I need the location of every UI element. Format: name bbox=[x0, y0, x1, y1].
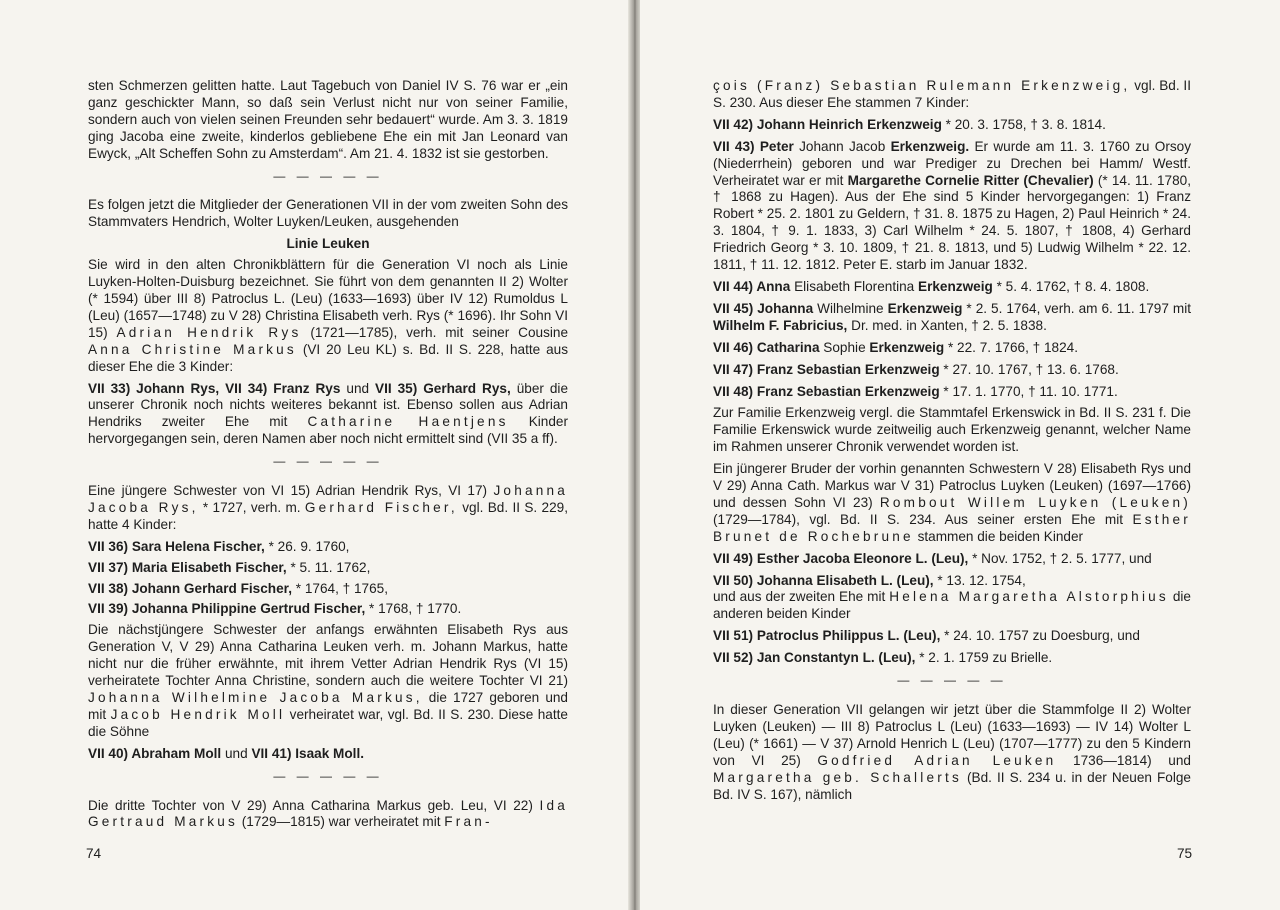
right-text-column bbox=[713, 78, 1191, 808]
genealogy-entry: VII 52) Jan Constantyn L. (Leu), * 2. 1. 1759 zu Brielle. bbox=[713, 650, 1053, 666]
paragraph: Ein jüngerer Bruder der vorhin genannten Schwestern V 28) Elisabeth Rys und V 29) Anna Cath. Markus war V 31) Patroclus Luyken (Leuken) (1697—1766) und dessen Sohn VI 23) Rombout Willem Luyken (Leuken) (1729—1784), vgl. Bd. II S. 234. Aus seiner ersten Ehe mit Esther Brunet de Rochebrune stammen die beiden Kinder bbox=[713, 461, 1192, 544]
section-separator: — — — — — bbox=[897, 673, 1007, 688]
right-page bbox=[640, 0, 1280, 910]
genealogy-entry: VII 37) Maria Elisabeth Fischer, * 5. 11. 1762, bbox=[88, 559, 371, 575]
left-page bbox=[0, 0, 630, 910]
genealogy-entry: VII 39) Johanna Philippine Gertrud Fischer, * 1768, † 1770. bbox=[88, 601, 462, 617]
paragraph: Eine jüngere Schwester von VI 15) Adrian Hendrik Rys, VI 17) Johanna Jacoba Rys, * 1727, verh. m. Gerhard Fischer, vgl. Bd. II S. 229, hatte 4 Kinder: bbox=[88, 483, 568, 532]
paragraph: Es folgen jetzt die Mitglieder der Generationen VII in der vom zweiten Sohn des Stammvaters Hendrich, Wolter Luyken/Leuken, ausgehenden bbox=[88, 197, 568, 230]
paragraph: Die dritte Tochter von V 29) Anna Catharina Markus geb. Leu, VI 22) Ida Gertraud Markus (1729—1815) war verheiratet mit Fran- bbox=[88, 797, 568, 830]
paragraph: VII 33) Johann Rys, VII 34) Franz Rys und VII 35) Gerhard Rys, über die unserer Chronik noch nichts weiteres bekannt ist. Ebenso sollen aus Adrian Hendriks zweiter Ehe mit Catharine Haentjens Kinder hervorgegangen sein, deren Namen aber noch nicht ermittelt sind (VII 35 a ff). bbox=[88, 380, 568, 447]
page-number: 75 bbox=[1177, 846, 1193, 861]
genealogy-entry: VII 50) Johanna Elisabeth L. (Leu), * 13. 12. 1754, und aus der zweiten Ehe mit Helena Margaretha Alstorphius die anderen beiden Kinder bbox=[713, 572, 1191, 622]
paragraph: Zur Familie Erkenzweig vergl. die Stammtafel Erkenswick in Bd. II S. 231 f. Die Familie Erkenswick wurde zeitweilig auch Erkenzweig genannt, welcher Name im Rahmen unserer Chronik verwendet worden ist. bbox=[713, 405, 1191, 455]
genealogy-entry: VII 49) Esther Jacoba Eleonore L. (Leu), * Nov. 1752, † 2. 5. 1777, und bbox=[713, 550, 1152, 566]
genealogy-entry: VII 40) Abraham Moll und VII 41) Isaak Moll. bbox=[88, 745, 365, 761]
genealogy-entry: VII 42) Johann Heinrich Erkenzweig * 20. 3. 1758, † 3. 8. 1814. bbox=[713, 116, 1106, 132]
genealogy-entry: VII 47) Franz Sebastian Erkenzweig * 27. 10. 1767, † 13. 6. 1768. bbox=[713, 361, 1119, 377]
genealogy-entry: VII 46) Catharina Sophie Erkenzweig * 22. 7. 1766, † 1824. bbox=[713, 339, 1078, 355]
paragraph: Die nächstjüngere Schwester der anfangs erwähnten Elisabeth Rys aus Generation V, V 29) Anna Catharina Leuken verh. m. Johann Markus, hatte nicht nur die früher erwähnte, mit ihrem Vetter Adrian Hendrik Rys (VI 15) verheiratete Tochter Anna Christine, sondern auch die weitere Tochter VI 21) Johanna Wilhelmine Jacoba Markus, die 1727 geboren und mit Jacob Hendrik Moll verheiratet war, vgl. Bd. II S. 230. Diese hatte die Söhne bbox=[88, 622, 568, 739]
section-separator: — — — — — bbox=[273, 768, 383, 783]
genealogy-entry: VII 43) Peter Johann Jacob Erkenzweig. Er wurde am 11. 3. 1760 zu Orsoy (Niederrhein) geboren und war Prediger zu Drechen bei Hamm/ Westf. Verheiratet war er mit Margarethe Cornelie Ritter (Chevalier) (* 14. 11. 1780, † 1868 zu Hagen). Aus der Ehe sind 5 Kinder hervorgegangen: 1) Franz Robert * 25. 2. 1801 zu Geldern, † 31. 8. 1875 zu Hagen, 2) Paul Heinrich * 24. 3. 1804, † 9. 1. 1833, 3) Carl Wilhelm * 24. 5. 1807, † 1808, 4) Gerhard Friedrich Georg * 3. 10. 1809, † 21. 8. 1813, und 5) Ludwig Wilhelm * 22. 12. 1811, † 11. 12. 1812. Peter E. starb im Januar 1832. bbox=[713, 138, 1192, 273]
paragraph: Sie wird in den alten Chronikblättern für die Generation VI noch als Linie Luyken-Holten-Duisburg bezeichnet. Sie führt von dem genannten II 2) Wolter (* 1594) über III 8) Patroclus L. (Leu) (1633—1693) über IV 12) Rumoldus L (Leu) (1657—1748) zu V 28) Christina Elisabeth verh. Rys (* 1696). Ihr Sohn VI 15) Adrian Hendrik Rys (1721—1785), verh. mit seiner Cousine Anna Christine Markus (VI 20 Leu KL) s. Bd. II S. 228, hatte aus dieser Ehe die 3 Kinder: bbox=[88, 257, 569, 374]
genealogy-entry: VII 51) Patroclus Philippus L. (Leu), * 24. 10. 1757 zu Doesburg, und bbox=[713, 628, 1140, 644]
genealogy-entry: VII 45) Johanna Wilhelmine Erkenzweig * 2. 5. 1764, verh. am 6. 11. 1797 mit Wilhelm F. Fabricius, Dr. med. in Xanten, † 2. 5. 1838. bbox=[713, 300, 1192, 333]
page-number: 74 bbox=[86, 846, 102, 861]
left-text-column bbox=[88, 78, 568, 836]
section-separator: — — — — — bbox=[273, 454, 383, 469]
genealogy-entry: VII 36) Sara Helena Fischer, * 26. 9. 1760, bbox=[88, 538, 350, 554]
paragraph: In dieser Generation VII gelangen wir jetzt über die Stammfolge II 2) Wolter Luyken (Leuken) — III 8) Patroclus L (Leu) (1633—1693) — IV 14) Wolter L (Leu) (* 1661) — V 37) Arnold Henrich L (Leu) (1707—1777) zu den 5 Kindern von VI 25) Godfried Adrian Leuken 1736—1814) und Margaretha geb. Schallerts (Bd. II S. 234 u. in der Neuen Folge Bd. IV S. 167), nämlich bbox=[713, 702, 1191, 802]
genealogy-entry: VII 44) Anna Elisabeth Florentina Erkenzweig * 5. 4. 1762, † 8. 4. 1808. bbox=[713, 278, 1150, 294]
genealogy-entry: VII 48) Franz Sebastian Erkenzweig * 17. 1. 1770, † 11. 10. 1771. bbox=[713, 383, 1118, 399]
section-separator: — — — — — bbox=[273, 168, 383, 183]
paragraph: sten Schmerzen gelitten hatte. Laut Tagebuch von Daniel IV S. 76 war er „ein ganz geschickter Mann, so daß sein Verlust nicht nur von seiner Familie, sondern auch von vielen seinen Freunden sehr bedauert“ wurde. Am 3. 3. 1819 ging Jacoba eine zweite, kinderlos gebliebene Ehe ein mit Jan Leonard van Ewyck, „Alt Scheffen Sohn zu Amsterdam“. Am 21. 4. 1832 ist sie gestorben. bbox=[88, 78, 568, 161]
paragraph: çois (Franz) Sebastian Rulemann Erkenzweig, vgl. Bd. II S. 230. Aus dieser Ehe stammen 7 Kinder: bbox=[713, 78, 1191, 110]
genealogy-entry: VII 38) Johann Gerhard Fischer, * 1764, † 1765, bbox=[88, 580, 388, 596]
section-heading: Linie Leuken bbox=[286, 236, 370, 252]
